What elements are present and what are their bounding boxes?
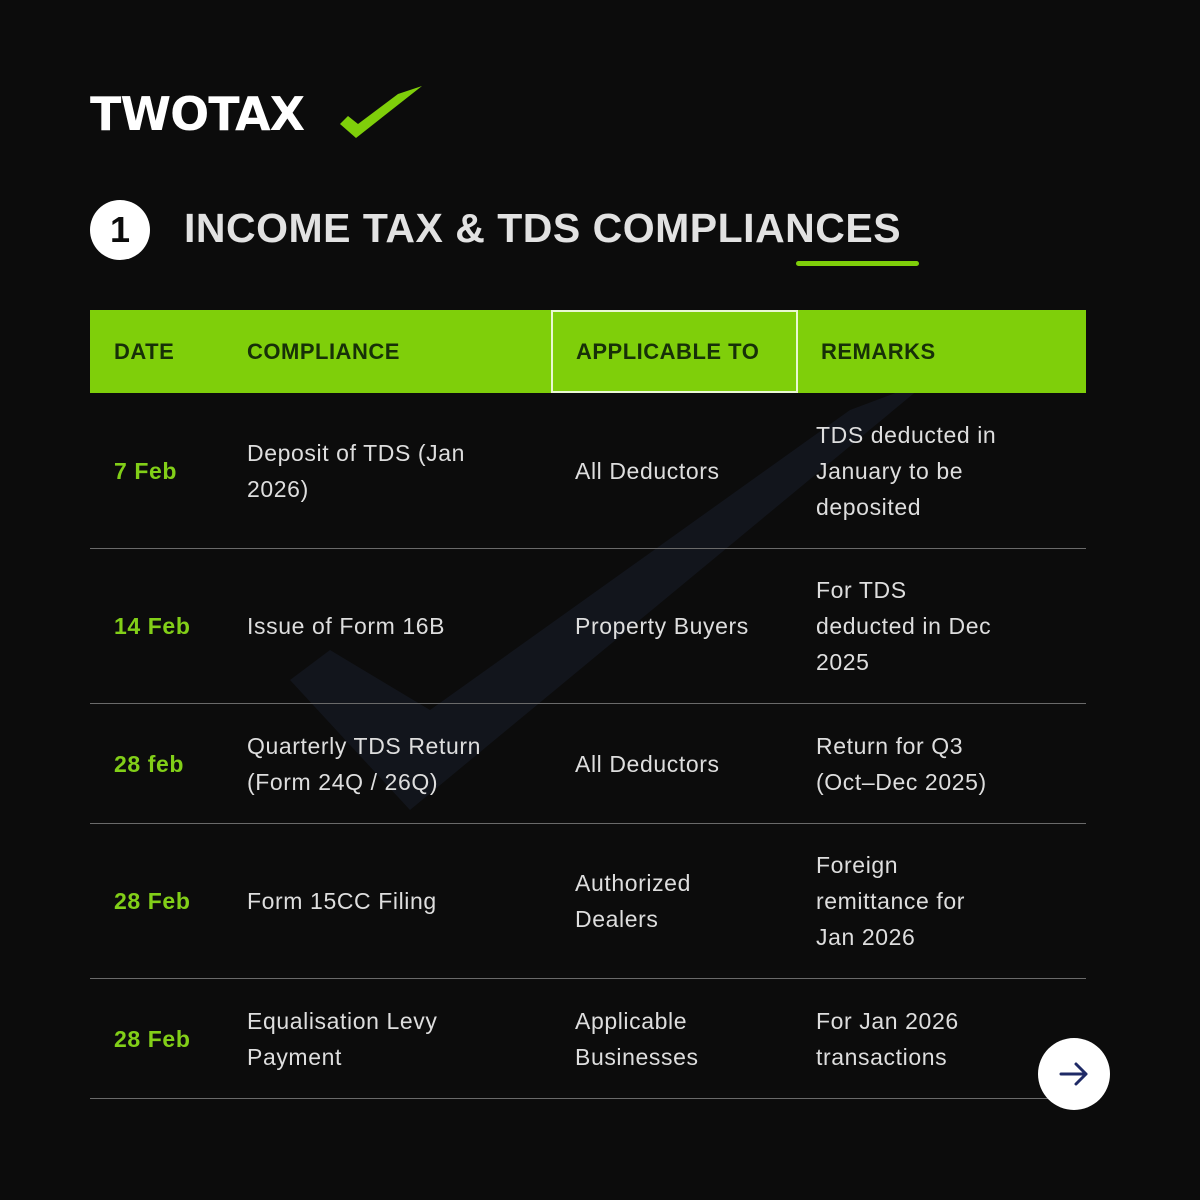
- date-text: 28 feb: [114, 750, 185, 777]
- cell-compliance: [247, 549, 547, 703]
- date-text: 28 Feb: [114, 888, 191, 914]
- remarks-line: TDS deducted in: [816, 421, 997, 448]
- table-row: [90, 704, 1086, 824]
- cell-remarks: [816, 824, 1076, 978]
- cell-remarks: [816, 704, 1076, 823]
- applicable-to-line: All Deductors: [575, 457, 720, 484]
- applicable-to-line: Applicable: [575, 1007, 688, 1034]
- compliance-line: Quarterly TDS Return: [247, 732, 481, 759]
- cell-remarks: [816, 549, 1076, 703]
- date-text: 14 Feb: [114, 613, 191, 639]
- table-row: [90, 824, 1086, 979]
- cell-compliance: [247, 979, 547, 1098]
- applicable-to-line: Businesses: [575, 1043, 699, 1070]
- cell-compliance: [247, 824, 547, 978]
- header-date: DATE: [114, 338, 175, 364]
- remarks-line: transactions: [816, 1043, 948, 1070]
- table-row: [90, 549, 1086, 704]
- compliance-line: Equalisation Levy: [247, 1007, 438, 1034]
- cell-date: [114, 979, 234, 1098]
- applicable-to-line: Property Buyers: [575, 613, 749, 639]
- title-underline: [796, 261, 919, 266]
- remarks-line: deposited: [816, 493, 922, 520]
- applicable-to-line: Dealers: [575, 906, 659, 932]
- cell-date: [114, 824, 234, 978]
- table-row: [90, 393, 1086, 549]
- compliance-line: Deposit of TDS (Jan: [247, 439, 466, 466]
- remarks-line: Jan 2026: [816, 924, 916, 950]
- header-remarks: REMARKS: [821, 338, 936, 364]
- cell-applicable-to: [575, 979, 805, 1098]
- arrow-right-icon: [1057, 1057, 1091, 1091]
- remarks-line: Return for Q3: [816, 732, 964, 759]
- compliance-line: Form 15CC Filing: [247, 888, 437, 914]
- logo-text: TWOTAX: [90, 87, 305, 141]
- table-row: [90, 979, 1086, 1099]
- cell-remarks: [816, 979, 1076, 1098]
- header-applicable-to: APPLICABLE TO: [551, 310, 798, 393]
- remarks-line: For Jan 2026: [816, 1007, 959, 1034]
- remarks-line: For TDS: [816, 577, 907, 603]
- date-text: 7 Feb: [114, 457, 178, 484]
- cell-compliance: [247, 393, 547, 548]
- remarks-line: 2025: [816, 649, 870, 675]
- cell-date: [114, 704, 234, 823]
- header-compliance: COMPLIANCE: [247, 338, 400, 364]
- remarks-line: deducted in Dec: [816, 613, 992, 639]
- table-body: [90, 393, 1086, 1099]
- remarks-line: remittance for: [816, 888, 966, 914]
- date-text: 28 Feb: [114, 1025, 191, 1052]
- next-button[interactable]: [1038, 1038, 1110, 1110]
- compliance-line: Payment: [247, 1043, 342, 1070]
- cell-compliance: [247, 704, 547, 823]
- compliance-line: Issue of Form 16B: [247, 613, 446, 639]
- cell-date: [114, 549, 234, 703]
- brand-logo: [90, 88, 304, 140]
- section-number-badge: 1: [90, 200, 150, 260]
- cell-date: [114, 393, 234, 548]
- compliance-line: 2026): [247, 475, 309, 502]
- cell-remarks: [816, 393, 1076, 548]
- compliance-line: (Form 24Q / 26Q): [247, 768, 439, 795]
- cell-applicable-to: [575, 393, 805, 548]
- compliance-table: [90, 310, 1086, 1099]
- remarks-line: Foreign: [816, 852, 899, 878]
- cell-applicable-to: [575, 704, 805, 823]
- table-header: [90, 310, 1086, 393]
- remarks-line: January to be: [816, 457, 964, 484]
- cell-applicable-to: [575, 549, 805, 703]
- cell-applicable-to: [575, 824, 805, 978]
- applicable-to-line: All Deductors: [575, 750, 720, 777]
- applicable-to-line: Authorized: [575, 870, 691, 896]
- remarks-line: (Oct–Dec 2025): [816, 768, 987, 795]
- section-title: INCOME TAX & TDS COMPLIANCES: [184, 205, 902, 251]
- checkmark-logo-icon: [270, 84, 430, 144]
